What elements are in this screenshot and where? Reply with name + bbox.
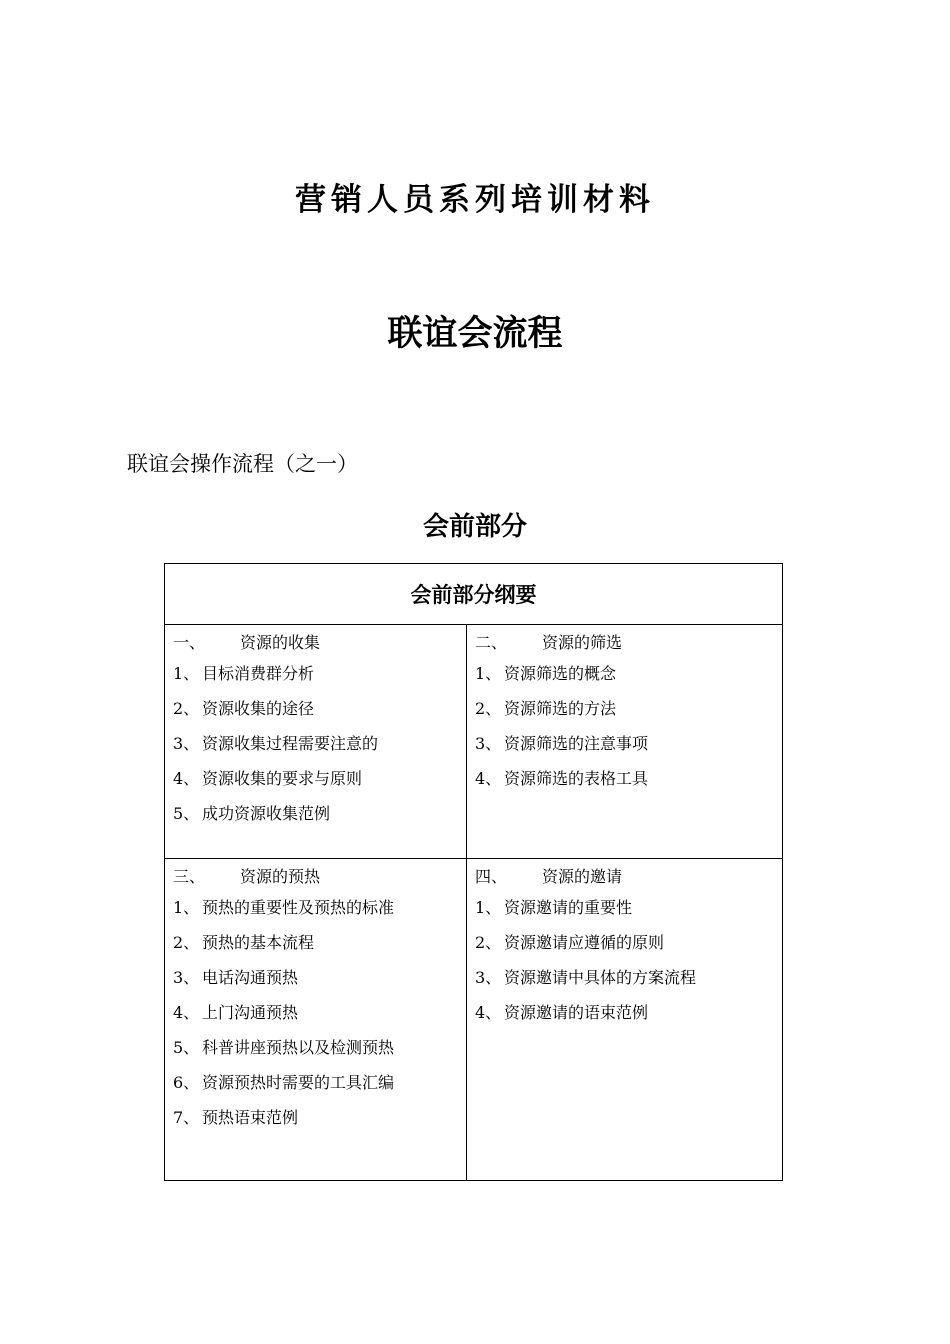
outline-row xyxy=(165,625,783,859)
outline-section xyxy=(467,859,782,1030)
list-item xyxy=(475,761,782,796)
section-heading-line xyxy=(475,863,782,890)
item-number: 2、 xyxy=(173,699,200,718)
item-number: 1、 xyxy=(173,898,200,917)
list-item xyxy=(173,1065,466,1100)
outline-cell xyxy=(165,859,467,1181)
item-text: 资源收集的途径 xyxy=(202,699,315,718)
item-text: 电话沟通预热 xyxy=(202,968,299,987)
section-heading-line xyxy=(173,863,466,890)
item-number: 2、 xyxy=(475,699,502,718)
outline-cell xyxy=(467,859,783,1181)
item-text: 资源邀请的语束范例 xyxy=(504,1003,649,1022)
outline-header-row xyxy=(165,564,783,625)
item-number: 5、 xyxy=(173,804,200,823)
list-item xyxy=(475,925,782,960)
outline-row xyxy=(165,859,783,1181)
part-title: 会前部分 xyxy=(422,512,527,542)
item-text: 资源邀请的重要性 xyxy=(504,898,633,917)
item-number: 2、 xyxy=(173,933,200,952)
item-number: 1、 xyxy=(173,664,200,683)
item-number: 3、 xyxy=(173,734,200,753)
list-item xyxy=(173,995,466,1030)
section-heading-line xyxy=(475,629,782,656)
item-number: 4、 xyxy=(475,769,502,788)
section-number: 三、 xyxy=(173,867,206,886)
outline-cell xyxy=(165,625,467,859)
item-text: 预热语束范例 xyxy=(202,1108,299,1127)
item-text: 预热的重要性及预热的标准 xyxy=(202,898,395,917)
item-number: 3、 xyxy=(475,734,502,753)
list-item xyxy=(173,890,466,925)
item-text: 资源筛选的注意事项 xyxy=(504,734,649,753)
outline-cell xyxy=(467,625,783,859)
item-number: 2、 xyxy=(475,933,502,952)
outline-section xyxy=(165,625,466,831)
item-number: 1、 xyxy=(475,898,502,917)
item-text: 资源筛选的表格工具 xyxy=(504,769,649,788)
section-title: 资源的筛选 xyxy=(542,633,623,652)
item-number: 4、 xyxy=(475,1003,502,1022)
list-item xyxy=(475,960,782,995)
section-heading-line xyxy=(173,629,466,656)
list-item xyxy=(173,1100,466,1135)
list-item xyxy=(173,761,466,796)
outline-section xyxy=(165,859,466,1135)
section-number: 二、 xyxy=(475,633,508,652)
item-text: 资源收集的要求与原则 xyxy=(202,769,363,788)
item-text: 预热的基本流程 xyxy=(202,933,315,952)
item-text: 资源预热时需要的工具汇编 xyxy=(202,1073,395,1092)
item-number: 1、 xyxy=(475,664,502,683)
item-text: 目标消费群分析 xyxy=(202,664,315,683)
section-title: 资源的邀请 xyxy=(542,867,623,886)
item-number: 4、 xyxy=(173,769,200,788)
item-text: 科普讲座预热以及检测预热 xyxy=(202,1038,395,1057)
list-item xyxy=(475,656,782,691)
list-item xyxy=(173,960,466,995)
list-item xyxy=(173,925,466,960)
list-item xyxy=(475,691,782,726)
list-item xyxy=(173,796,466,831)
section-number: 四、 xyxy=(475,867,508,886)
section-title: 资源的预热 xyxy=(240,867,321,886)
list-item xyxy=(475,890,782,925)
item-number: 4、 xyxy=(173,1003,200,1022)
section-number: 一、 xyxy=(173,633,206,652)
item-text: 资源筛选的方法 xyxy=(504,699,617,718)
item-number: 3、 xyxy=(173,968,200,987)
list-item xyxy=(475,995,782,1030)
item-text: 资源邀请中具体的方案流程 xyxy=(504,968,697,987)
item-text: 成功资源收集范例 xyxy=(202,804,331,823)
item-text: 资源收集过程需要注意的 xyxy=(202,734,379,753)
item-text: 上门沟通预热 xyxy=(202,1003,299,1022)
outline-table xyxy=(164,563,783,1181)
list-item xyxy=(173,691,466,726)
series-title: 营销人员系列培训材料 xyxy=(295,182,655,218)
outline-header: 会前部分纲要 xyxy=(165,564,783,625)
section-heading: 联谊会操作流程（之一） xyxy=(127,452,358,476)
item-number: 5、 xyxy=(173,1038,200,1057)
item-text: 资源筛选的概念 xyxy=(504,664,617,683)
list-item xyxy=(173,656,466,691)
outline-section xyxy=(467,625,782,796)
section-title: 资源的收集 xyxy=(240,633,321,652)
item-text: 资源邀请应遵循的原则 xyxy=(504,933,665,952)
list-item xyxy=(173,726,466,761)
item-number: 6、 xyxy=(173,1073,200,1092)
list-item xyxy=(173,1030,466,1065)
item-number: 3、 xyxy=(475,968,502,987)
main-title: 联谊会流程 xyxy=(387,314,563,354)
list-item xyxy=(475,726,782,761)
item-number: 7、 xyxy=(173,1108,200,1127)
